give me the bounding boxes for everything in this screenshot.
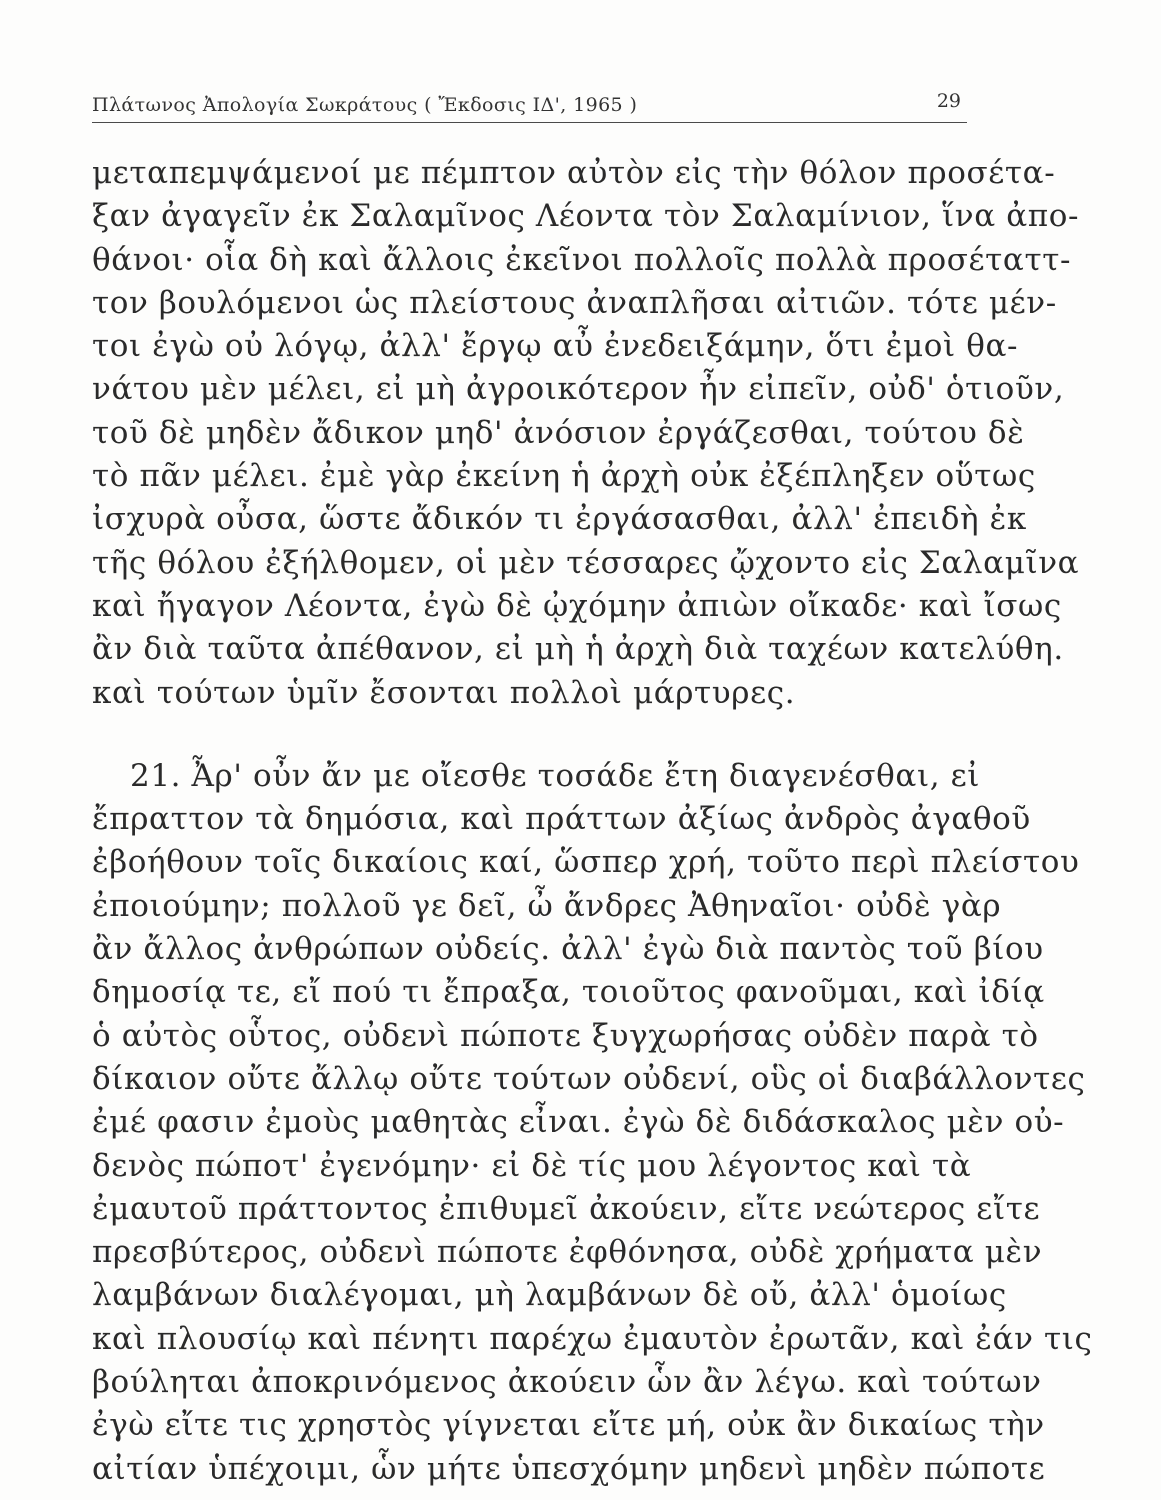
text-line-section-start: 21. Ἆρ' οὖν ἄν με οἴεσθε τοσάδε ἔτη διαγενέσθαι, εἰ: [130, 757, 981, 794]
text-line: ὁ αὐτὸς οὗτος, οὐδενὶ πώποτε ξυγχωρήσας οὐδὲν παρὰ τὸ: [92, 1017, 1039, 1054]
text-line: μεταπεμψάμενοί με πέμπτον αὐτὸν εἰς τὴν θόλον προσέτα-: [92, 155, 1056, 191]
text-line: αἰτίαν ὑπέχοιμι, ὧν μήτε ὑπεσχόμην μηδενὶ μηδὲν πώποτε: [92, 1450, 1046, 1487]
running-title: Πλάτωνος Ἀπολογία Σωκράτους ( Ἔκδοσις ΙΔ', 1965 ): [92, 94, 638, 116]
text-line: τὸ πᾶν μέλει. ἐμὲ γὰρ ἐκείνη ἡ ἀρχὴ οὐκ ἐξέπληξεν οὕτως: [92, 458, 1036, 495]
paragraph-2: [92, 755, 1093, 1491]
text-line: ἐγὼ εἴτε τις χρηστὸς γίγνεται εἴτε μή, οὐκ ἂν δικαίως τὴν: [92, 1407, 1045, 1444]
text-line: ἂν διὰ ταῦτα ἀπέθανον, εἰ μὴ ἡ ἀρχὴ διὰ ταχέων κατελύθη.: [92, 631, 1064, 668]
text-line: πρεσβύτερος, οὐδενὶ πώποτε ἐφθόνησα, οὐδὲ χρήματα μὲν: [92, 1234, 1043, 1271]
text-line: ἰσχυρὰ οὖσα, ὥστε ἄδικόν τι ἐργάσασθαι, ἀλλ' ἐπειδὴ ἐκ: [92, 501, 1027, 538]
text-line: βούληται ἀποκρινόμενος ἀκούειν ὧν ἂν λέγω. καὶ τούτων: [92, 1364, 1042, 1401]
text-line: δίκαιον οὔτε ἄλλῳ οὔτε τούτων οὐδενί, οὓς οἱ διαβάλλοντες: [92, 1060, 1086, 1097]
text-line: ἐποιούμην; πολλοῦ γε δεῖ, ὦ ἄνδρες Ἀθηναῖοι· οὐδὲ γὰρ: [92, 887, 1002, 924]
text-line: τοι ἐγὼ οὐ λόγῳ, ἀλλ' ἔργῳ αὖ ἐνεδειξάμην, ὅτι ἐμοὶ θα-: [92, 328, 1019, 365]
text-line: τῆς θόλου ἐξήλθομεν, οἱ μὲν τέσσαρες ᾤχοντο εἰς Σαλαμῖνα: [92, 544, 1080, 581]
text-line: νάτου μὲν μέλει, εἰ μὴ ἀγροικότερον ἦν εἰπεῖν, οὐδ' ὁτιοῦν,: [92, 371, 1065, 408]
paragraph-gap: [92, 715, 992, 755]
text-line: λαμβάνων διαλέγομαι, μὴ λαμβάνων δὲ οὔ, ἀλλ' ὁμοίως: [92, 1277, 1007, 1314]
running-head: [92, 84, 967, 123]
text-line: τοῦ δὲ μηδὲν ἄδικον μηδ' ἀνόσιον ἐργάζεσθαι, τούτου δὲ: [92, 414, 1025, 451]
text-line: ἐβοήθουν τοῖς δικαίοις καί, ὥσπερ χρή, τοῦτο περὶ πλείστου: [92, 844, 1080, 881]
text-line: ἐμέ φασιν ἐμοὺς μαθητὰς εἶναι. ἐγὼ δὲ διδάσκαλος μὲν οὐ-: [92, 1104, 1065, 1141]
text-line: ἐμαυτοῦ πράττοντος ἐπιθυμεῖ ἀκούειν, εἴτε νεώτερος εἴτε: [92, 1190, 1041, 1227]
text-line: ἔπραττον τὰ δημόσια, καὶ πράττων ἀξίως ἀνδρὸς ἀγαθοῦ: [92, 801, 1031, 838]
text-line: καὶ ἤγαγον Λέοντα, ἐγὼ δὲ ᾠχόμην ἀπιὼν οἴκαδε· καὶ ἴσως: [92, 587, 1062, 624]
text-line: θάνοι· οἷα δὴ καὶ ἄλλοις ἐκεῖνοι πολλοῖς πολλὰ προσέταττ-: [92, 241, 1072, 278]
body-text: [92, 152, 1093, 1491]
page-number: 29: [936, 90, 961, 112]
text-line: δενὸς πώποτ' ἐγενόμην· εἰ δὲ τίς μου λέγοντος καὶ τὰ: [92, 1147, 972, 1184]
text-line: ἂν ἄλλος ἀνθρώπων οὐδείς. ἀλλ' ἐγὼ διὰ παντὸς τοῦ βίου: [92, 931, 1044, 968]
text-line: ξαν ἀγαγεῖν ἐκ Σαλαμῖνος Λέοντα τὸν Σαλαμίνιον, ἵνα ἀπο-: [92, 198, 1080, 235]
text-line: καὶ πλουσίῳ καὶ πένητι παρέχω ἐμαυτὸν ἐρωτᾶν, καὶ ἐάν τις: [92, 1320, 1093, 1357]
paragraph-1: [92, 152, 1080, 715]
text-line: τον βουλόμενοι ὡς πλείστους ἀναπλῆσαι αἰτιῶν. τότε μέν-: [92, 284, 1057, 321]
text-line: καὶ τούτων ὑμῖν ἔσονται πολλοὶ μάρτυρες.: [92, 674, 796, 711]
text-line: δημοσίᾳ τε, εἴ πού τι ἔπραξα, τοιοῦτος φανοῦμαι, καὶ ἰδίᾳ: [92, 974, 1045, 1011]
